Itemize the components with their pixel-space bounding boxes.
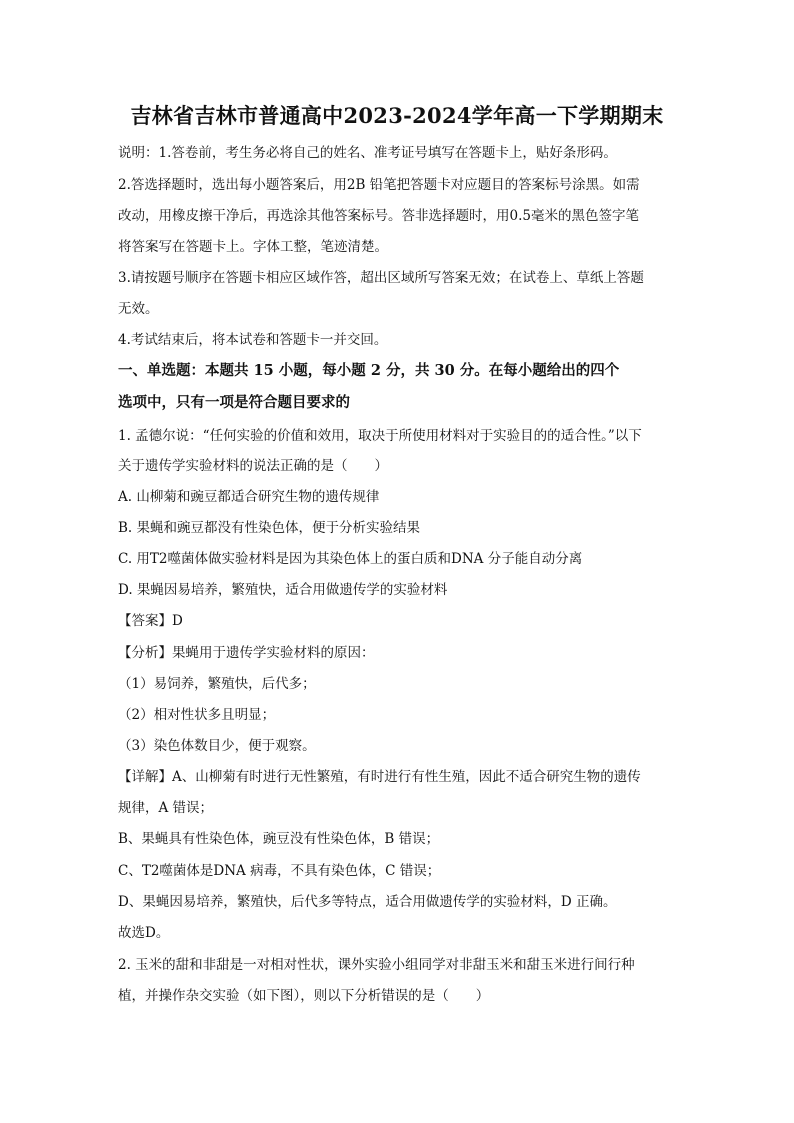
instruction-line-3: 改动，用橡皮擦干净后，再选涂其他答案标号。答非选择题时，用0.5毫米的黑色签字笔 (118, 208, 639, 224)
question-1-explanation-line-2: 规律，A 错误； (118, 800, 214, 816)
question-1-option-d: D. 果蝇因易培养，繁殖快，适合用做遗传学的实验材料 (118, 582, 448, 598)
question-1-explanation-c: C、T2噬菌体是DNA 病毒，不具有染色体，C 错误； (118, 863, 441, 879)
question-1-analysis: 【分析】果蝇用于遗传学实验材料的原因： (118, 645, 375, 661)
instruction-line-4: 将答案写在答题卡上。字体工整，笔迹清楚。 (118, 239, 388, 255)
question-1-option-c: C. 用T2噬菌体做实验材料是因为其染色体上的蛋白质和DNA 分子能自动分离 (118, 551, 583, 567)
instruction-line-2: 2.答选择题时，选出每小题答案后，用2B 铅笔把答题卡对应题目的答案标号涂黑。如需 (118, 177, 640, 193)
question-1-stem-line-1: 1. 孟德尔说：“任何实验的价值和效用，取决于所使用材料对于实验目的的适合性。”以下 (118, 428, 642, 444)
instruction-line-6: 无效。 (118, 301, 159, 317)
question-2-stem-line-2: 植，并操作杂交实验（如下图），则以下分析错误的是（ ） (118, 988, 490, 1004)
question-1-explanation-line-1: 【详解】A、山柳菊有时进行无性繁殖，有时进行有性生殖，因此不适合研究生物的遗传 (118, 769, 641, 785)
section-heading-line-1: 一、单选题：本题共 15 小题，每小题 2 分，共 30 分。在每小题给出的四个 (118, 362, 620, 379)
section-heading-line-2: 选项中，只有一项是符合题目要求的 (118, 394, 350, 411)
document-title: 吉林省吉林市普通高中2023-2024学年高一下学期期末 (130, 103, 664, 128)
question-1-option-b: B. 果蝇和豌豆都没有性染色体，便于分析实验结果 (118, 520, 421, 536)
instruction-line-5: 3.请按题号顺序在答题卡相应区域作答，超出区域所写答案无效；在试卷上、草纸上答题 (118, 270, 644, 286)
question-1-option-a: A. 山柳菊和豌豆都适合研究生物的遗传规律 (118, 489, 380, 505)
question-1-answer: 【答案】D (118, 613, 183, 629)
question-1-stem-line-2: 关于遗传学实验材料的说法正确的是（ ） (118, 458, 388, 474)
question-1-conclusion: 故选D。 (118, 925, 170, 941)
question-1-analysis-point-3: （3）染色体数目少，便于观察。 (118, 738, 316, 754)
question-1-analysis-point-2: （2）相对性状多且明显； (118, 707, 276, 723)
question-1-explanation-b: B、果蝇具有性染色体，豌豆没有性染色体，B 错误； (118, 831, 440, 847)
question-2-stem-line-1: 2. 玉米的甜和非甜是一对相对性状，课外实验小组同学对非甜玉米和甜玉米进行间行种 (118, 957, 635, 973)
question-1-analysis-point-1: （1）易饲养，繁殖快，后代多； (118, 676, 316, 692)
instruction-line-1: 说明：1.答卷前，考生务必将自己的姓名、准考证号填写在答题卡上，贴好条形码。 (118, 145, 617, 161)
instruction-line-7: 4.考试结束后，将本试卷和答题卡一并交回。 (118, 332, 388, 348)
question-1-explanation-d: D、果蝇因易培养，繁殖快，后代多等特点，适合用做遗传学的实验材料，D 正确。 (118, 894, 617, 910)
